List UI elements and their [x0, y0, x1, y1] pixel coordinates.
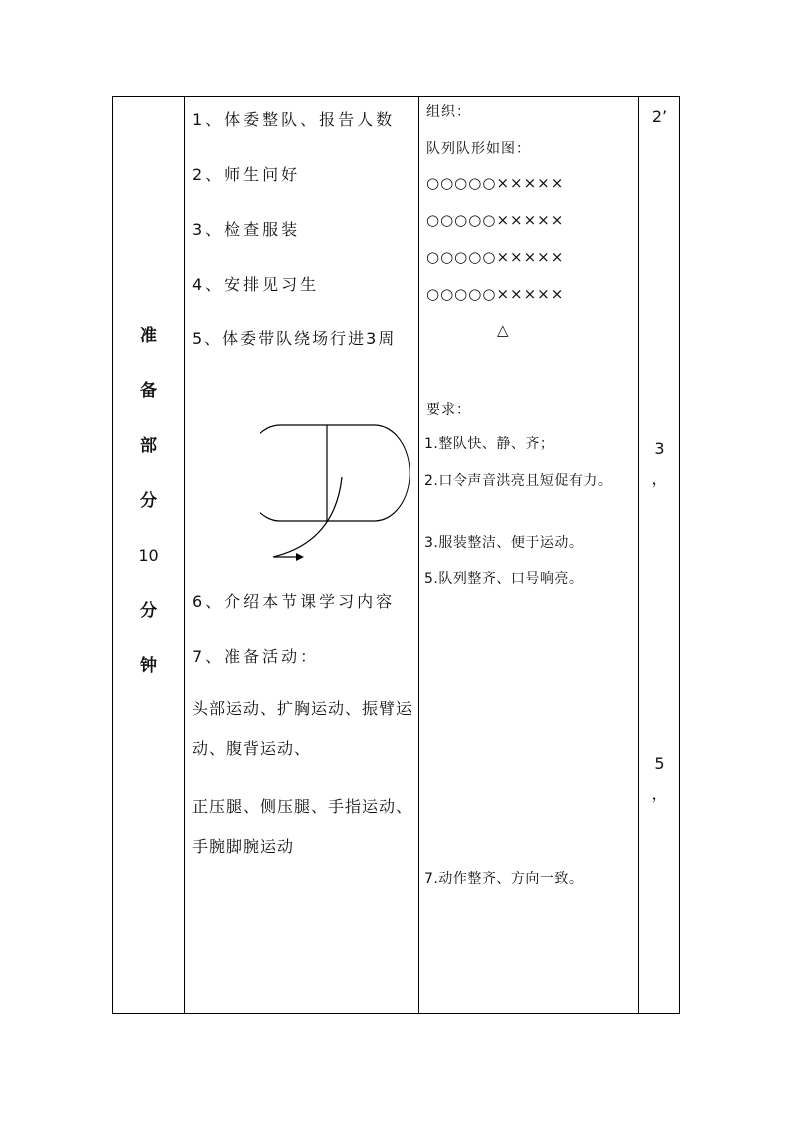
content-column [184, 97, 418, 1013]
step-item: 7、准备活动： [192, 647, 320, 666]
formation-row: ○○○○○××××× [426, 211, 565, 229]
arrow-icon [274, 551, 306, 563]
organization-column [418, 97, 638, 1013]
time-value: 2’ [651, 107, 668, 126]
march-path [273, 477, 342, 557]
organization-label: 组织： [426, 104, 471, 120]
activities-text: 头部运动、扩胸运动、振臂运动、腹背运动、 [192, 699, 414, 758]
formation-row: ○○○○○××××× [426, 174, 565, 192]
formation-label: 队列队形如图： [426, 141, 531, 157]
lesson-plan-table [112, 96, 680, 1014]
requirement-item: 7.动作整齐、方向一致。 [424, 871, 584, 887]
step-item: 5、体委带队绕场行进3周 [192, 329, 397, 348]
section-title-char: 部 [140, 436, 157, 456]
time-mark: ， [651, 784, 668, 803]
step-item: 6、介绍本节课学习内容 [192, 592, 396, 611]
section-title-char: 备 [140, 381, 157, 401]
time-column [638, 97, 681, 1013]
time-value: 3 [654, 439, 665, 458]
section-title-char: 分 [140, 491, 157, 511]
step-item: 1、体委整队、报告人数 [192, 110, 396, 129]
step-item: 2、师生问好 [192, 165, 301, 184]
section-title-char: 准 [140, 326, 157, 346]
time-value: 5 [654, 754, 665, 773]
activities-text: 正压腿、侧压腿、手指运动、手腕脚腕运动 [192, 797, 414, 856]
requirement-item: 2.口令声音洪亮且短促有力。 [424, 473, 613, 489]
requirement-item: 5.队列整齐、口号响亮。 [424, 571, 584, 587]
section-title-char: 10 [138, 546, 159, 565]
section-column [113, 97, 184, 1013]
section-title [113, 323, 184, 708]
step-item: 3、检查服装 [192, 220, 301, 239]
requirements-label: 要求： [426, 402, 471, 418]
time-mark: ， [651, 469, 668, 488]
section-title-char: 钟 [140, 656, 157, 676]
section-title-char: 分 [140, 601, 157, 621]
requirement-item: 3.服装整洁、便于运动。 [424, 535, 584, 551]
formation-row: ○○○○○××××× [426, 248, 565, 266]
teacher-marker: △ [497, 321, 510, 339]
formation-row: ○○○○○××××× [426, 285, 565, 303]
step-item: 4、安排见习生 [192, 275, 320, 294]
track-diagram [260, 422, 410, 572]
requirement-item: 1.整队快、静、齐； [424, 436, 555, 452]
